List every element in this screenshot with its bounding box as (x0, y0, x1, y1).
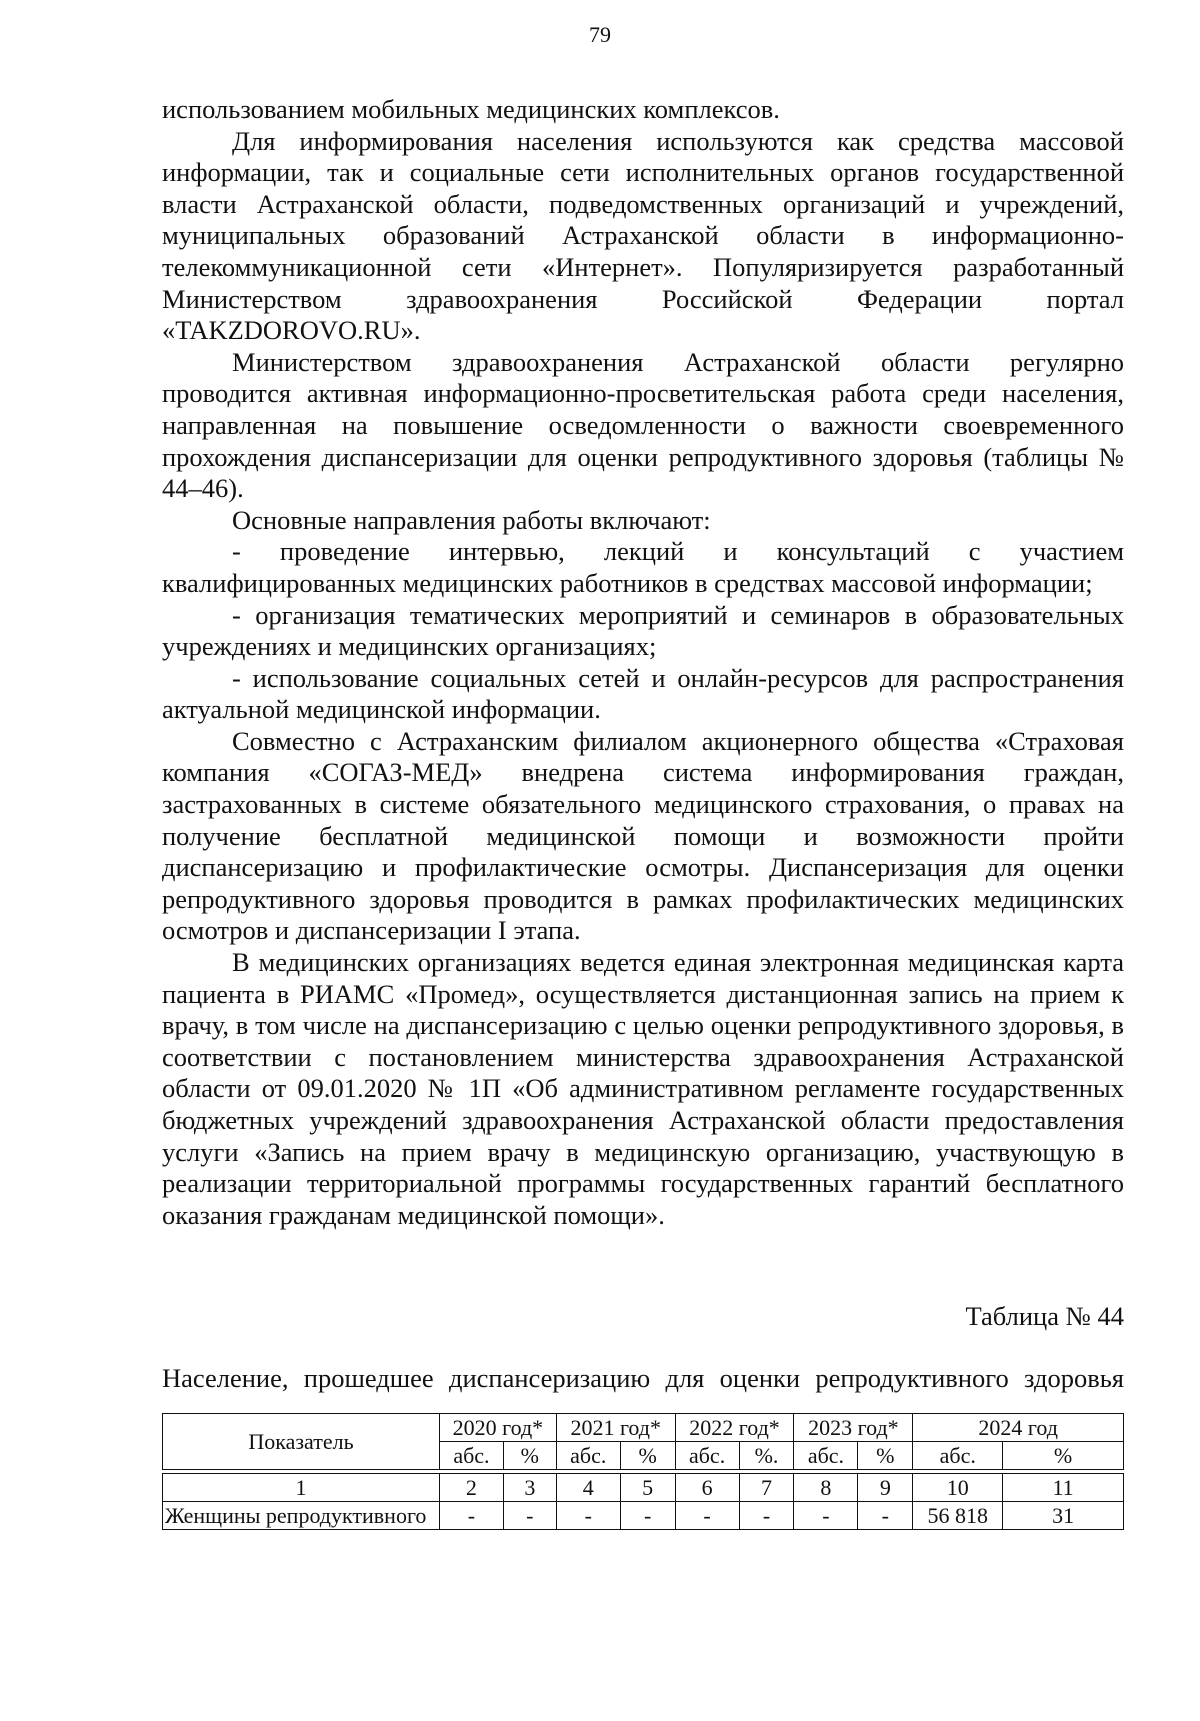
table-column-number: 4 (556, 1474, 620, 1502)
paragraph: Для информирования населения используются как средства массовой информации, так и социальные сети исполнительных органов государственной власти Астраханской области, подведомственных организаций и учреждений, муниципальных образований Астраханской области в информационно-телекоммуникационной сети «Интернет». Популяризируется разработанный Министерством здравоохранения Российской Федерации портал «TAKZDOROVO.RU». (162, 125, 1124, 346)
paragraph: Совместно с Астраханским филиалом акционерного общества «Страховая компания «СОГАЗ-МЕД» внедрена система информирования граждан, застрахованных в системе обязательного медицинского страхования, о правах на получение бесплатной медицинской помощи и возможности пройти диспансеризацию и профилактические осмотры. Диспансеризация для оценки репродуктивного здоровья проводится в рамках профилактических медицинских осмотров и диспансеризации I этапа. (162, 725, 1124, 946)
table-column-number-row (163, 1474, 1124, 1502)
table-column-number: 6 (675, 1474, 739, 1502)
table-row-label: Женщины репродуктивного (163, 1502, 440, 1530)
table-column-number: 11 (1003, 1474, 1124, 1502)
table-header-cell: 2022 год* (675, 1414, 794, 1442)
table-cell: 56 818 (913, 1502, 1003, 1530)
list-item: - организация тематических мероприятий и семинаров в образовательных учреждениях и медицинских организациях; (162, 599, 1124, 662)
data-table (162, 1413, 1124, 1530)
table-cell: - (794, 1502, 858, 1530)
table-cell: - (556, 1502, 620, 1530)
table-row (163, 1502, 1124, 1530)
table-cell: - (739, 1502, 794, 1530)
page-number: 79 (589, 22, 611, 47)
table-title: Население, прошедшее диспансеризацию для оценки репродуктивного здоровья (162, 1363, 1124, 1393)
table-cell: - (439, 1502, 503, 1530)
table-header-cell: 2024 год (913, 1414, 1124, 1442)
paragraph: использованием мобильных медицинских комплексов. (162, 94, 780, 124)
list-item: - использование социальных сетей и онлайн-ресурсов для распространения актуальной медицинской информации. (162, 662, 1124, 725)
table-subheader-cell: абс. (794, 1442, 858, 1470)
paragraph: Министерством здравоохранения Астраханской области регулярно проводится активная информационно-просветительская работа среди населения, направленная на повышение осведомленности о важности своевременного прохождения диспансеризации для оценки репродуктивного здоровья (таблицы № 44–46). (162, 346, 1124, 504)
table-subheader-cell: абс. (439, 1442, 503, 1470)
table-header-cell: 2020 год* (439, 1414, 556, 1442)
table-header-cell: Показатель (163, 1414, 440, 1470)
table-column-number: 5 (620, 1474, 675, 1502)
table-header-cell: 2023 год* (794, 1414, 913, 1442)
table-cell: - (503, 1502, 556, 1530)
paragraph: Основные направления работы включают: (232, 504, 711, 535)
paragraph: В медицинских организациях ведется единая электронная медицинская карта пациента в РИАМС «Промед», осуществляется дистанционная запись на прием к врачу, в том числе на диспансеризацию с целью оценки репродуктивного здоровья, в соответствии с постановлением министерства здравоохранения Астраханской области от 09.01.2020 № 1П «Об административном регламенте государственных бюджетных учреждений здравоохранения Астраханской области предоставления услуги «Запись на прием врачу в медицинскую организацию, участвующую в реализации территориальной программы государственных гарантий бесплатного оказания гражданам медицинской помощи». (162, 947, 1124, 1230)
list-item: - проведение интервью, лекций и консультаций с участием квалифицированных медицинских работников в средствах массовой информации; (162, 536, 1124, 598)
table-column-number: 2 (439, 1474, 503, 1502)
table-column-number: 8 (794, 1474, 858, 1502)
table-column-number: 7 (739, 1474, 794, 1502)
table-subheader-cell: % (1003, 1442, 1124, 1470)
table-header-cell: 2021 год* (556, 1414, 675, 1442)
table-column-number: 9 (858, 1474, 913, 1502)
table-cell: - (620, 1502, 675, 1530)
table-subheader-cell: абс. (913, 1442, 1003, 1470)
table-subheader-cell: % (620, 1442, 675, 1470)
table-cell: - (675, 1502, 739, 1530)
table-subheader-cell: % (503, 1442, 556, 1470)
table-cell: - (858, 1502, 913, 1530)
table-subheader-cell: абс. (556, 1442, 620, 1470)
table-number-label: Таблица № 44 (965, 1301, 1124, 1331)
table-column-number: 1 (163, 1474, 440, 1502)
table-subheader-cell: % (858, 1442, 913, 1470)
table-header-row (163, 1414, 1124, 1442)
table-cell: 31 (1003, 1502, 1124, 1530)
document-body (162, 94, 1124, 1231)
table-subheader-cell: %. (739, 1442, 794, 1470)
table-column-number: 3 (503, 1474, 556, 1502)
table-column-number: 10 (913, 1474, 1003, 1502)
table-subheader-cell: абс. (675, 1442, 739, 1470)
